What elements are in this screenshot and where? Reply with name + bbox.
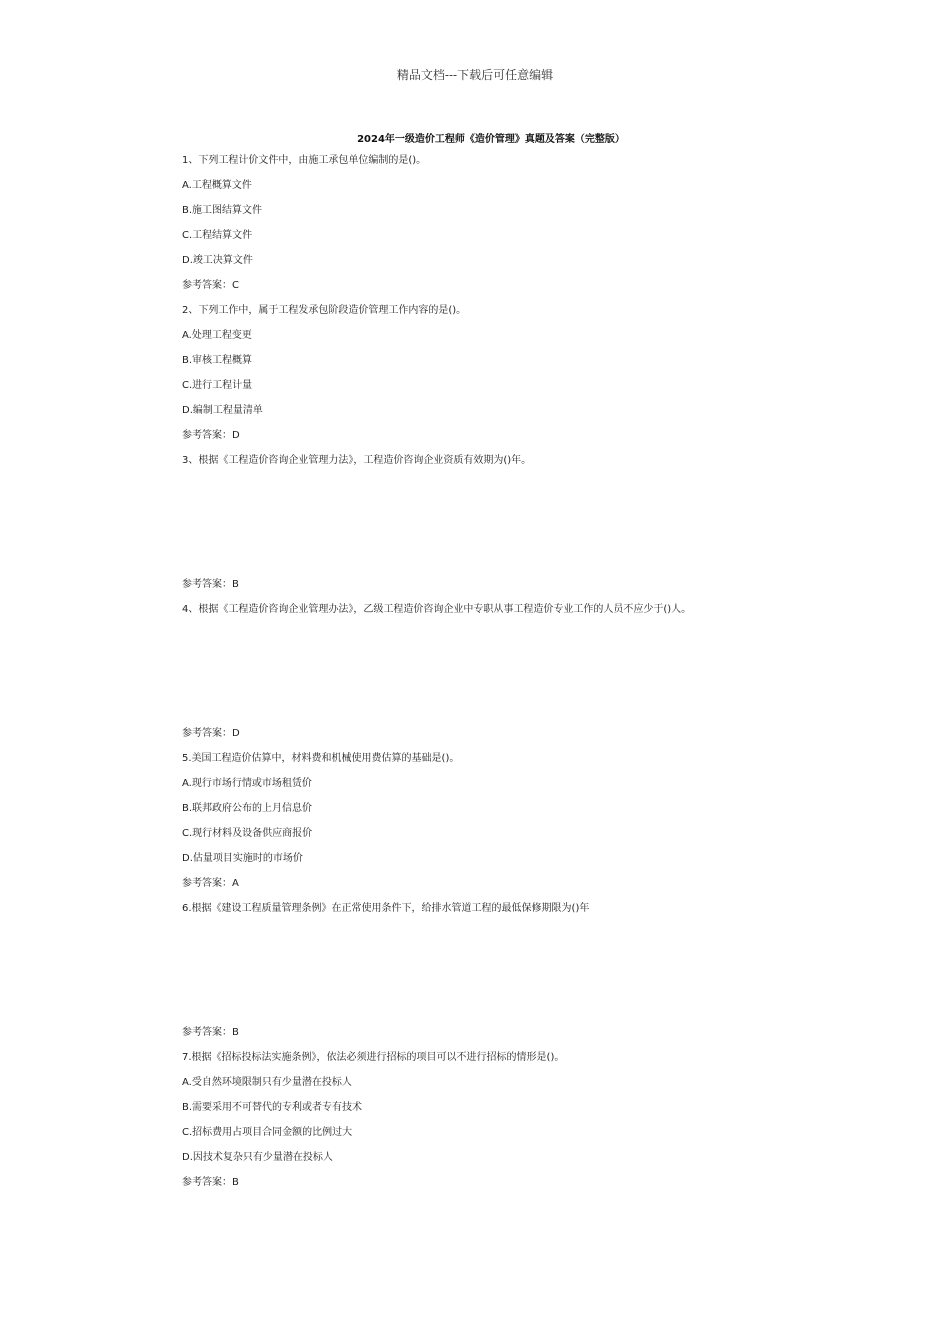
- question-stem: 1、下列工程计价文件中，由施工承包单位编制的是()。: [182, 155, 427, 166]
- answer: 参考答案：C: [182, 280, 239, 291]
- option-b: B.审核工程概算: [182, 355, 253, 366]
- answer: 参考答案：A: [182, 878, 239, 889]
- option-a: A.工程概算文件: [182, 180, 252, 191]
- answer: 参考答案：B: [182, 579, 239, 590]
- option-d: D.编制工程量清单: [182, 405, 263, 416]
- blank-space: [182, 626, 882, 725]
- question-1: [182, 152, 882, 302]
- blank-space: [182, 477, 882, 576]
- option-b: B.施工图结算文件: [182, 205, 263, 216]
- option-c: C.招标费用占项目合同金额的比例过大: [182, 1127, 353, 1138]
- page-header: 精品文档---下载后可任意编辑: [396, 68, 554, 82]
- option-c: C.工程结算文件: [182, 230, 253, 241]
- option-a: A.处理工程变更: [182, 330, 252, 341]
- question-3: [182, 452, 882, 601]
- question-6: [182, 900, 882, 1049]
- option-c: C.现行材料及设备供应商报价: [182, 828, 313, 839]
- question-5: [182, 750, 882, 900]
- blank-space: [182, 925, 882, 1024]
- question-stem: 2、下列工作中，属于工程发承包阶段造价管理工作内容的是()。: [182, 305, 467, 316]
- question-stem: 7.根据《招标投标法实施条例》，依法必须进行招标的项目可以不进行招标的情形是()。: [182, 1052, 565, 1063]
- option-d: D.竣工决算文件: [182, 255, 253, 266]
- question-stem: 3、根据《工程造价咨询企业管理力法》，工程造价咨询企业资质有效期为()年。: [182, 455, 532, 466]
- question-list: [182, 152, 882, 1199]
- option-c: C.进行工程计量: [182, 380, 253, 391]
- option-b: B.需要采用不可替代的专利或者专有技术: [182, 1102, 363, 1113]
- question-stem: 6.根据《建设工程质量管理条例》在正常使用条件下，给排水管道工程的最低保修期限为()年: [182, 903, 590, 914]
- question-stem: 5.美国工程造价估算中，材料费和机械使用费估算的基础是()。: [182, 753, 460, 764]
- option-b: B.联邦政府公布的上月信息价: [182, 803, 313, 814]
- answer: 参考答案：D: [182, 728, 240, 739]
- question-4: [182, 601, 882, 750]
- answer: 参考答案：B: [182, 1027, 239, 1038]
- option-d: D.估量项目实施时的市场价: [182, 853, 303, 864]
- option-a: A.现行市场行情或市场租赁价: [182, 778, 312, 789]
- answer: 参考答案：D: [182, 430, 240, 441]
- option-d: D.因技术复杂只有少量潜在投标人: [182, 1152, 333, 1163]
- answer: 参考答案：B: [182, 1177, 239, 1188]
- question-7: [182, 1049, 882, 1199]
- document-title: 2024年一级造价工程师《造价管理》真题及答案（完整版）: [357, 134, 625, 145]
- question-2: [182, 302, 882, 452]
- question-stem: 4、根据《工程造价咨询企业管理办法》，乙级工程造价咨询企业中专职从事工程造价专业工作的人员不应少于()人。: [182, 604, 692, 615]
- option-a: A.受自然环境限制只有少量潜在投标人: [182, 1077, 352, 1088]
